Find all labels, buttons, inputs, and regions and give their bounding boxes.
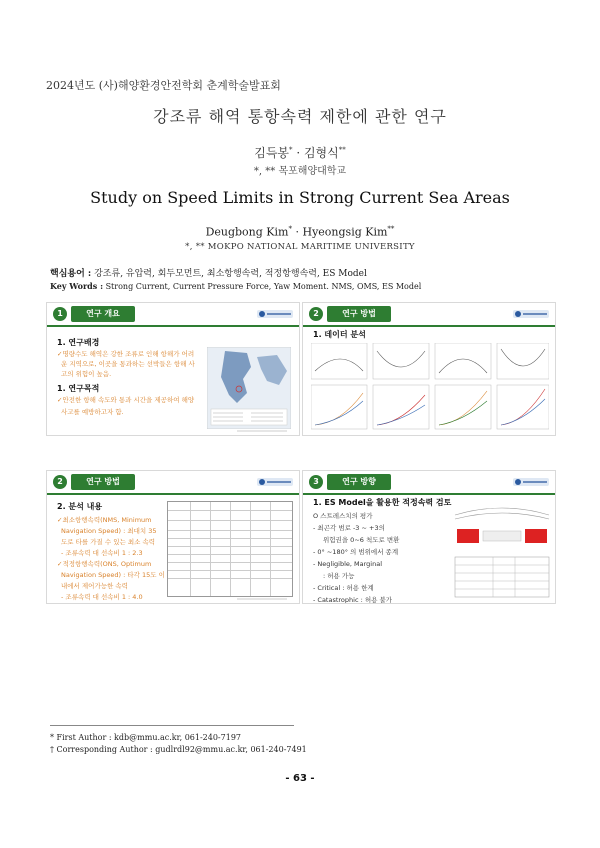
keywords-english xyxy=(50,281,421,291)
author2-mark: ** xyxy=(338,146,346,154)
korean-title: 강조류 해역 통항속력 제한에 관한 연구 xyxy=(153,107,447,126)
keywords-en-label: Key Words : xyxy=(50,281,104,291)
english-authors xyxy=(0,225,600,239)
ons-line3: 내에서 제어가능한 속력 xyxy=(61,582,128,590)
nms-line2: Navigation Speed) : 최대치 35 xyxy=(61,527,157,535)
es-model-diagram xyxy=(453,501,551,599)
author1-mark: * xyxy=(289,146,293,154)
keywords-korean xyxy=(50,266,367,279)
section-heading: 1. 데이터 분석 xyxy=(313,330,366,339)
conference-name: 2024년도 (사)해양환경안전학회 춘계학술발표회 xyxy=(46,79,281,92)
es-line7: - Critical : 허용 한계 xyxy=(313,584,374,592)
es-line6: : 허용 가능 xyxy=(323,572,355,580)
author2-en: Hyeongsig Kim xyxy=(302,225,388,239)
nms-line4: - 조류속력 대 선속비 1 : 2.3 xyxy=(61,549,143,557)
slide-research-overview xyxy=(46,302,300,436)
es-line3: 위험권을 0~6 척도로 변환 xyxy=(323,536,400,544)
slide-number: 2 xyxy=(309,307,323,321)
es-line4: - 0° ~180° 의 범위에서 종계 xyxy=(313,548,399,556)
es-line2: - 최곤각 범로 -3 ~ +3의 xyxy=(313,524,385,532)
author2-ko: 김형식 xyxy=(303,146,339,160)
university-logo-icon xyxy=(513,478,549,486)
section-heading: 1. 연구목적 xyxy=(57,384,100,393)
korean-authors xyxy=(0,144,600,161)
es-line8: - Catastrophic : 허용 불가 xyxy=(313,596,393,604)
slide-number: 3 xyxy=(309,475,323,489)
keywords-en-text: Strong Current, Current Pressure Force, Yaw Moment. NMS, OMS, ES Model xyxy=(105,282,422,291)
korean-affiliation: *, ** 목포해양대학교 xyxy=(253,166,347,177)
university-logo-icon xyxy=(513,310,549,318)
author-en-sep: · xyxy=(291,225,303,239)
author2-en-mark: ** xyxy=(387,225,395,233)
slide-tab-label: 연구 방법 xyxy=(342,309,376,318)
slide-tab-label: 연구 방향 xyxy=(342,477,376,486)
english-title: Study on Speed Limits in Strong Current Sea Areas xyxy=(90,188,510,207)
page-number: - 63 - xyxy=(285,773,315,784)
background-line3: 고의 위험이 높음. xyxy=(61,370,112,378)
slide-analysis-content xyxy=(46,470,300,604)
es-line5: - Negligible, Marginal xyxy=(313,560,382,568)
purpose-line2: 사고를 예방하고자 함. xyxy=(61,408,124,416)
footnote-corresponding-author: † Corresponding Author : gudlrdl92@mmu.ac.kr, 061-240-7491 xyxy=(50,745,307,754)
ons-line2: Navigation Speed) : 타각 15도 이 xyxy=(61,571,165,579)
slide-research-direction xyxy=(302,470,556,604)
slide-number: 2 xyxy=(53,475,67,489)
section-heading: 1. ES Model을 활용한 적정속력 검토 xyxy=(313,498,452,507)
nms-line3: 도로 타를 가질 수 있는 최소 속력 xyxy=(61,538,156,546)
ons-line4: - 조류속력 대 선속비 1 : 4.0 xyxy=(61,593,143,601)
background-line2: 운 지역으로, 이곳을 통과하는 선박들은 항해 사 xyxy=(61,360,195,368)
ons-line1: ✓적정항행속력(ONS, Optimum xyxy=(57,560,152,568)
sea-area-map xyxy=(207,347,291,429)
section-heading: 2. 분석 내용 xyxy=(57,502,103,511)
slide-tab-label: 연구 개요 xyxy=(86,309,120,318)
footnote-divider xyxy=(50,725,294,726)
speed-table xyxy=(167,501,293,597)
author1-ko: 김득봉 xyxy=(254,146,290,160)
slide-data-analysis xyxy=(302,302,556,436)
slide-footer xyxy=(237,598,287,600)
purpose-line1: ✓안전한 항해 속도와 통과 시간을 제공하여 해양 xyxy=(57,396,195,404)
keywords-ko-label: 핵심용어 : xyxy=(50,269,92,279)
university-logo-icon xyxy=(257,310,293,318)
background-line1: ✓명량수도 해역은 강한 조류로 인해 항해가 어려 xyxy=(57,350,195,358)
english-affiliation: *, ** MOKPO NATIONAL MARITIME UNIVERSITY xyxy=(185,242,415,252)
slide-number: 1 xyxy=(53,307,67,321)
nms-line1: ✓최소항행속력(NMS, Minimum xyxy=(57,516,152,524)
section-heading: 1. 연구배경 xyxy=(57,338,100,347)
keywords-ko-text: 강조류, 유압력, 회두모먼트, 최소항행속력, 적정항행속력, ES Model xyxy=(94,269,367,279)
author1-en-mark: * xyxy=(288,225,292,233)
analysis-charts xyxy=(311,343,549,431)
footnote-first-author: * First Author : kdb@mmu.ac.kr, 061-240-7197 xyxy=(50,733,241,742)
author-sep: · xyxy=(292,146,304,160)
university-logo-icon xyxy=(257,478,293,486)
es-line1: O 스트레스치의 평가 xyxy=(313,512,373,520)
slide-footer xyxy=(237,430,287,432)
slide-tab-label: 연구 방법 xyxy=(86,477,120,486)
author1-en: Deugbong Kim xyxy=(205,225,289,239)
